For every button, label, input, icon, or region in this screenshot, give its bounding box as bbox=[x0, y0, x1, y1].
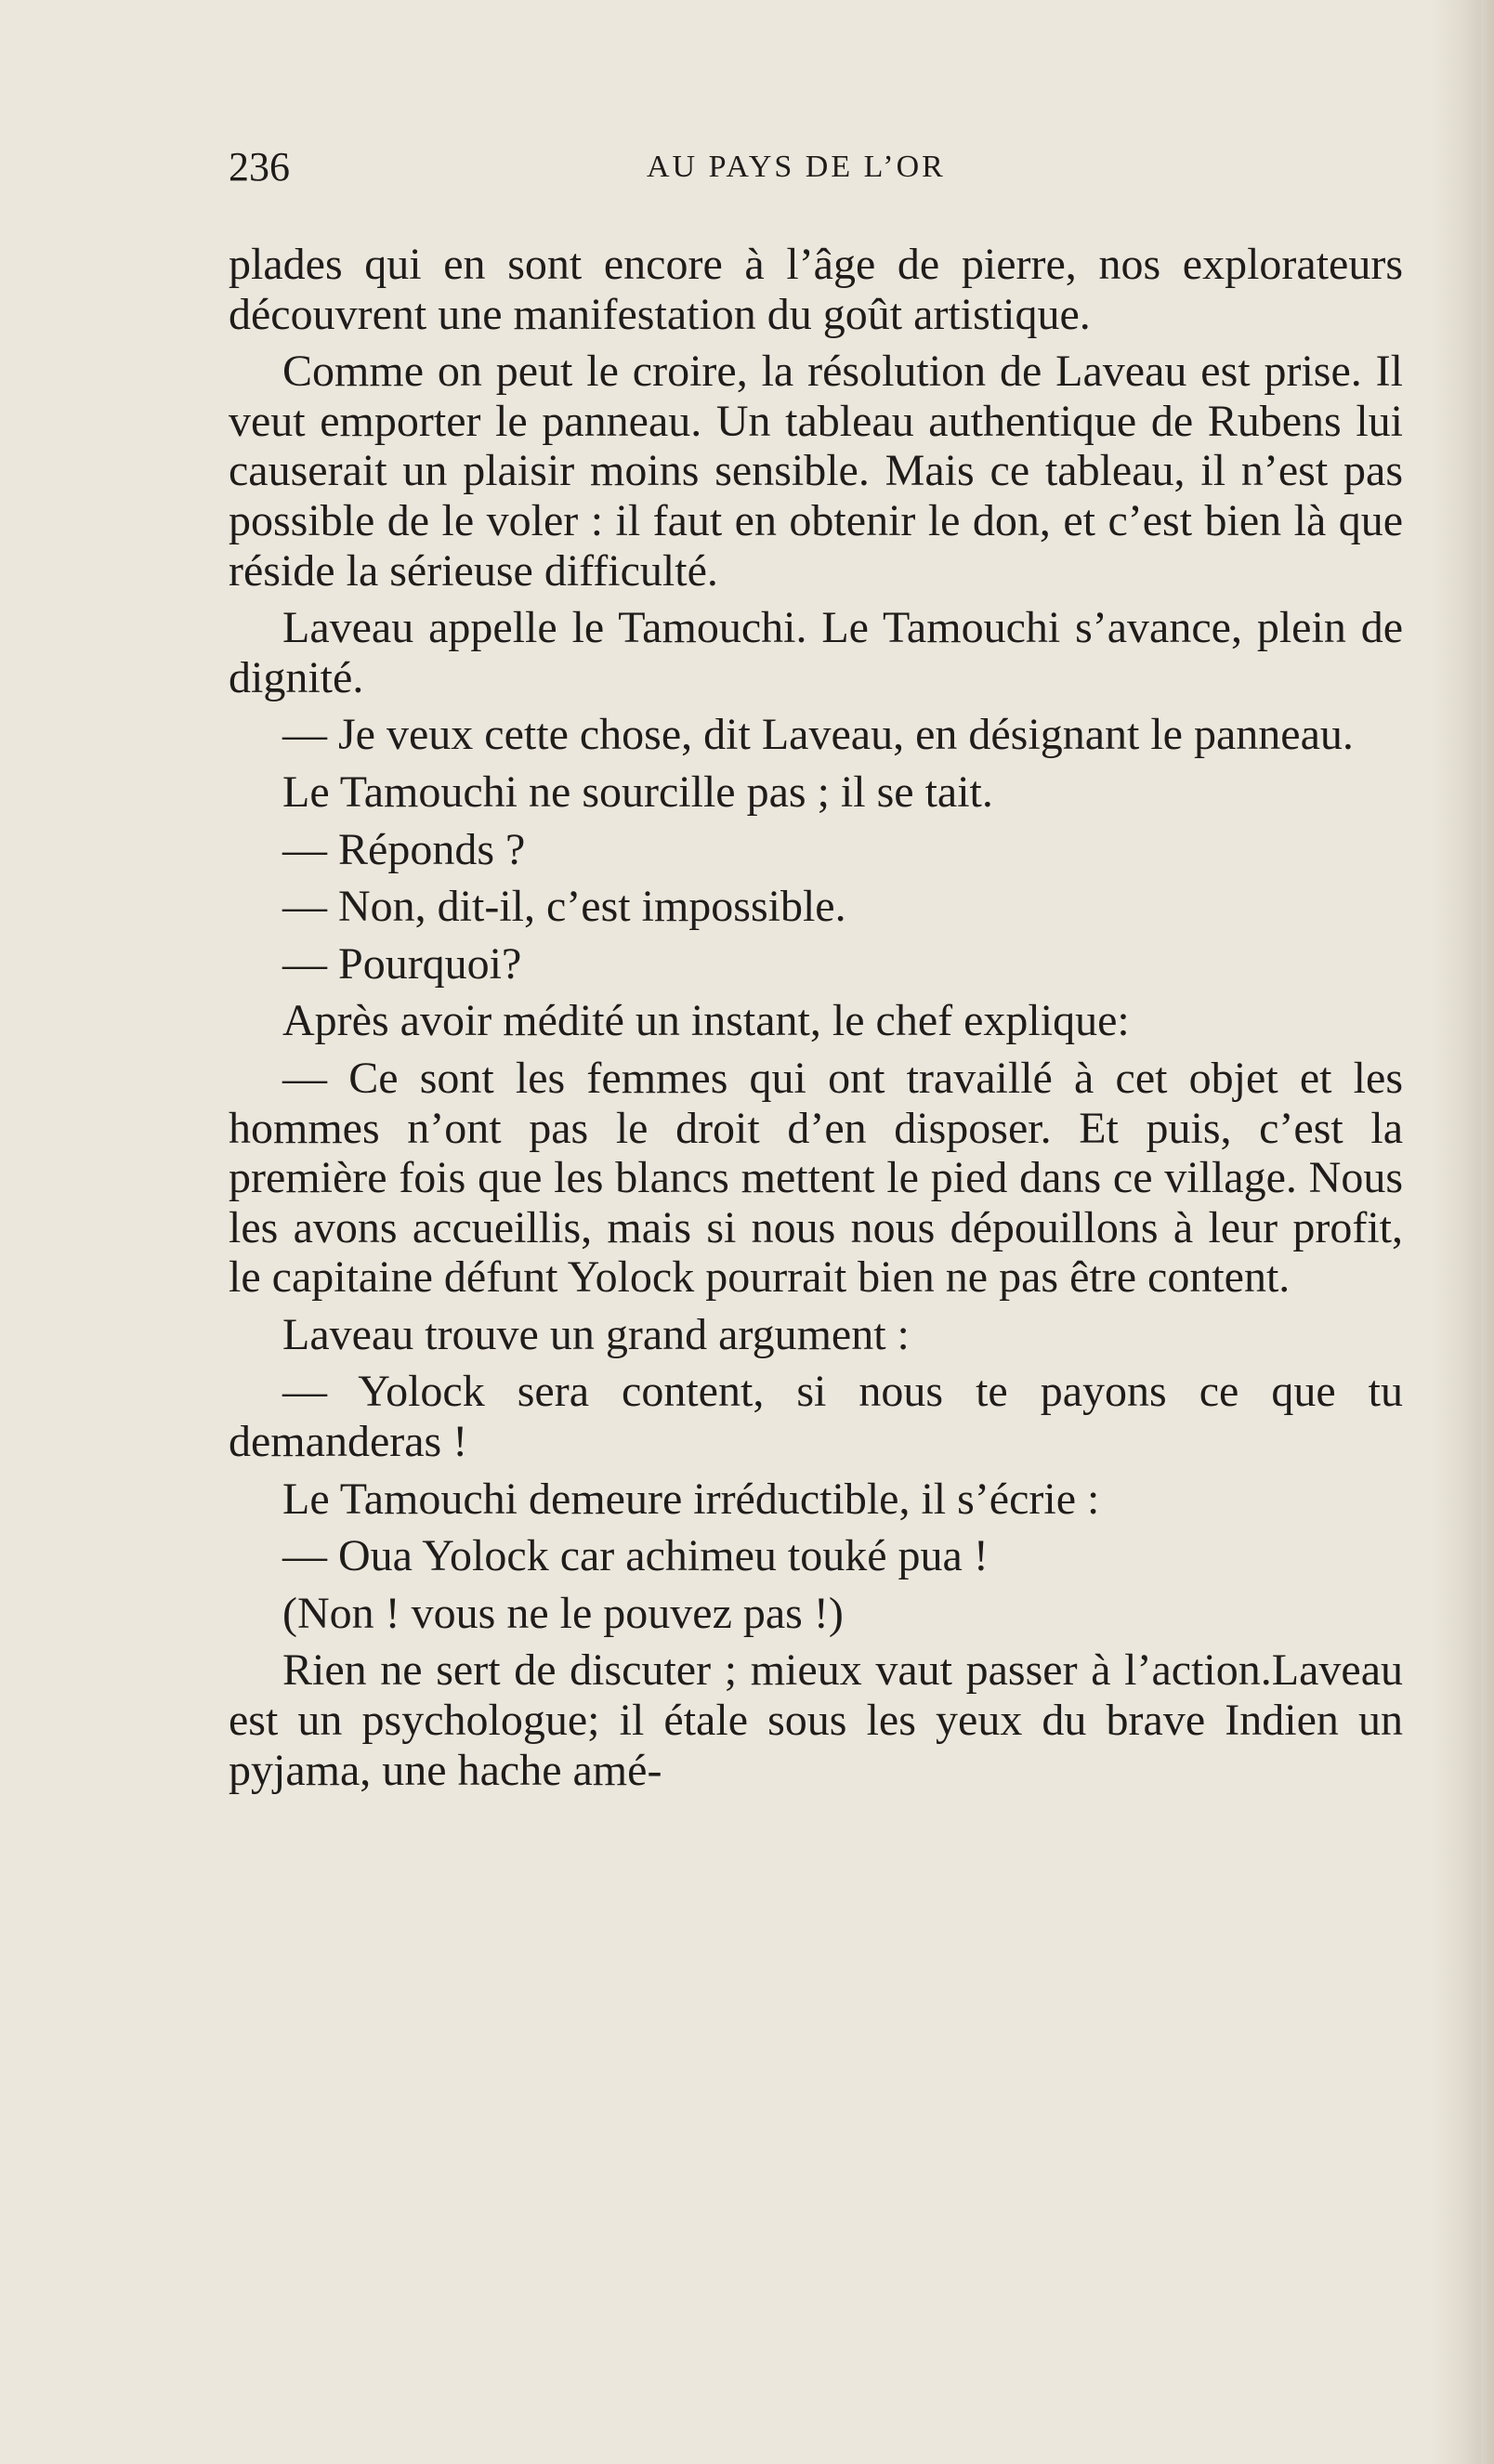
paragraph: — Oua Yolock car achimeu touké pua ! bbox=[282, 1531, 989, 1581]
paragraph: — Pourquoi? bbox=[282, 938, 522, 989]
paragraph: Après avoir médité un instant, le chef explique: bbox=[282, 996, 1130, 1046]
paragraph: plades qui en sont encore à l’âge de pierre, nos explorateurs découvrent une manifestation du goût artistique. bbox=[229, 240, 1403, 339]
paragraph: Le Tamouchi demeure irréductible, il s’écrie : bbox=[282, 1474, 1100, 1524]
paragraph: Le Tamouchi ne sourcille pas ; il se tait. bbox=[282, 767, 993, 817]
paragraph: — Réponds ? bbox=[282, 824, 526, 874]
paragraph: Laveau trouve un grand argument : bbox=[282, 1309, 910, 1359]
body-text bbox=[229, 240, 1403, 1795]
paragraph: — Yolock sera content, si nous te payons ce que tu demanderas ! bbox=[229, 1367, 1403, 1467]
paragraph: — Je veux cette chose, dit Laveau, en désignant le panneau. bbox=[282, 710, 1354, 760]
paragraph: Rien ne sert de discuter ; mieux vaut passer à l’action.Laveau est un psychologue; il étale sous les yeux du brave Indien un pyjama, une hache amé- bbox=[229, 1645, 1403, 1795]
paragraph: Comme on peut le croire, la résolution de Laveau est prise. Il veut emporter le panneau. Un tableau authentique de Rubens lui causerait un plaisir moins sensible. Mais ce tableau, il n’est pas possible de le voler : il faut en obtenir le don, et c’est bien là que réside la sérieuse difficulté. bbox=[229, 347, 1403, 596]
running-head: AU PAYS DE L’OR bbox=[647, 150, 946, 184]
paragraph: — Non, dit-il, c’est impossible. bbox=[282, 882, 846, 932]
paragraph: (Non ! vous ne le pouvez pas !) bbox=[282, 1588, 844, 1638]
page-edge bbox=[1481, 0, 1494, 2464]
page-number: 236 bbox=[229, 144, 290, 190]
page-header bbox=[229, 139, 1403, 195]
paragraph: Laveau appelle le Tamouchi. Le Tamouchi s’avance, plein de dignité. bbox=[229, 603, 1403, 702]
paragraph: — Ce sont les femmes qui ont travaillé à cet objet et les hommes n’ont pas le droit d’en disposer. Et puis, c’est la première fois que les blancs mettent le pied dans ce village. Nous les avons accueillis, mais si nous nous dépouillons à leur profit, le capitaine défunt Yolock pourrait bien ne pas être content. bbox=[229, 1053, 1403, 1303]
